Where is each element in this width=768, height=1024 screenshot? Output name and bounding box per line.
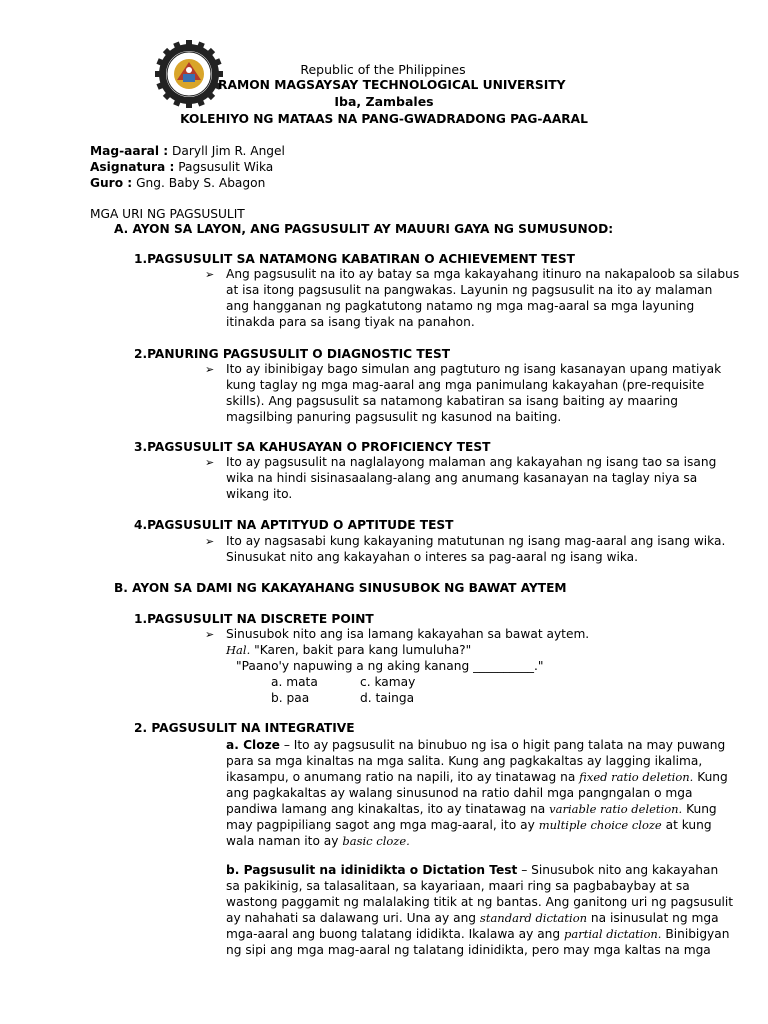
choice-b: b. paa	[271, 691, 310, 705]
section-a-title: A. AYON SA LAYON, ANG PAGSUSULIT AY MAUURI GAYA NG SUMUSUNOD:	[114, 222, 614, 236]
b1-example	[226, 643, 471, 657]
teacher-name: Gng. Baby S. Abagon	[136, 176, 266, 190]
a1-heading: 1.PAGSUSULIT SA NATAMONG KABATIRAN O ACHIEVEMENT TEST	[134, 252, 575, 266]
a3-line: Ito ay pagsusulit na naglalayong malaman ang kakayahan ng isang tao sa isang	[226, 455, 717, 469]
a2-heading: 2.PANURING PAGSUSULIT O DIAGNOSTIC TEST	[134, 347, 451, 361]
teacher-label: Guro :	[90, 176, 133, 190]
university-name: RAMON MAGSAYSAY TECHNOLOGICAL UNIVERSITY	[218, 78, 566, 92]
cloze-line: pandiwa lamang ang kinakaltas, ito ay tinatawag na variable ratio deletion. Kung	[226, 802, 717, 816]
dictation-paragraph	[226, 862, 734, 958]
bullet-arrow-icon: ➢	[205, 268, 215, 281]
a3-heading: 3.PAGSUSULIT SA KAHUSAYAN O PROFICIENCY TEST	[134, 440, 491, 454]
student-name: Daryll Jim R. Angel	[172, 144, 285, 158]
location-line: Iba, Zambales	[334, 94, 434, 109]
a4-paragraph	[226, 533, 726, 565]
dictation-line: mga-aaral ang buong talatang ididikta. Ikalawa ay ang partial dictation. Binibigyan	[226, 927, 730, 941]
b1-heading: 1.PAGSUSULIT NA DISCRETE POINT	[134, 612, 374, 626]
a2-line: kung taglay ng mga mag-aaral ang mga panimulang kakayahan (pre-requisite	[226, 378, 705, 392]
section-b-title: B. AYON SA DAMI NG KAKAYAHANG SINUSUBOK NG BAWAT AYTEM	[114, 581, 567, 595]
fixed-ratio-term: fixed ratio deletion.	[579, 770, 694, 784]
bullet-arrow-icon: ➢	[205, 456, 215, 469]
a3-paragraph	[226, 454, 717, 502]
bullet-arrow-icon: ➢	[205, 363, 215, 376]
a1-line: ang hangganan ng pagkatutong natamo ng mga mag-aaral sa mga layuning	[226, 299, 695, 313]
variable-ratio-term: variable ratio deletion.	[549, 802, 683, 816]
a1-line: at isa itong pagsusulit na pangwakas. Layunin ng pagsusulit na ito ay malaman	[226, 283, 713, 297]
a1-line: Ang pagsusulit na ito ay batay sa mga kakayahang itinuro na nakapaloob sa silabus	[226, 267, 740, 281]
cloze-label: a. Cloze	[226, 738, 280, 752]
student-label: Mag-aaral :	[90, 144, 169, 158]
choice-a: a. mata	[271, 675, 318, 689]
multiple-choice-term: multiple choice cloze	[538, 818, 662, 832]
b2-heading: 2. PAGSUSULIT NA INTEGRATIVE	[134, 721, 355, 735]
dictation-line: wastong paggamit ng malalaking titik at ng bantas. Ang ganitong uri ng pagsusulit	[226, 895, 734, 909]
a3-line: wika na hindi sisinasaalang-alang ang anumang kasanayan na taglay niya sa	[226, 471, 698, 485]
student-row	[90, 144, 285, 158]
dictation-line: ay nahahati sa dalawang uri. Una ay ang standard dictation na isinusulat ng mga	[226, 911, 719, 925]
b1-quote: "Paano'y napuwing a ng aking kanang __________."	[236, 659, 544, 673]
choice-d: d. tainga	[360, 691, 415, 705]
bullet-arrow-icon: ➢	[205, 535, 215, 548]
main-title: MGA URI NG PAGSUSULIT	[90, 207, 245, 221]
a2-paragraph	[226, 361, 722, 425]
a2-line: magsilbing panuring pagsusulit ng kasunod na baiting.	[226, 410, 562, 424]
dictation-line: sa pakikinig, sa talasalitaan, sa kayariaan, maari ring sa pagbabaybay at sa	[226, 879, 690, 893]
a1-paragraph	[226, 266, 740, 330]
cloze-paragraph	[226, 737, 728, 849]
college-line: KOLEHIYO NG MATAAS NA PANG-GWADRADONG PAG-AARAL	[180, 112, 588, 126]
cloze-line: ikasampu, o anumang ratio na napili, ito ay tinatawag na fixed ratio deletion. Kung	[226, 770, 728, 784]
subject-row	[90, 160, 273, 174]
a3-line: wikang ito.	[226, 487, 293, 501]
a4-heading: 4.PAGSUSULIT NA APTITYUD O APTITUDE TEST	[134, 518, 454, 532]
cloze-line: ang pagkakaltas ay walang sinusunod na ratio dahil mga pangngalan o mga	[226, 786, 693, 800]
standard-dictation-term: standard dictation	[479, 911, 588, 925]
cloze-line: wala naman ito ay basic cloze.	[226, 834, 410, 848]
teacher-row	[90, 176, 265, 190]
a4-line: Sinusukat nito ang kakayahan o interes sa pag-aaral ng isang wika.	[226, 550, 639, 564]
basic-cloze-term: basic cloze.	[342, 834, 410, 848]
dictation-line: b. Pagsusulit na idinidikta o Dictation Test – Sinusubok nito ang kakayahan	[226, 863, 719, 877]
choice-c: c. kamay	[360, 675, 416, 689]
a2-line: Ito ay ibinibigay bago simulan ang pagtuturo ng isang kasanayan upang matiyak	[226, 362, 722, 376]
cloze-line: may pagpipiliang sagot ang mga mag-aaral, ito ay multiple choice cloze at kung	[226, 818, 712, 832]
subject-name: Pagsusulit Wika	[178, 160, 274, 174]
dictation-line: ng sipi ang mga mag-aaral ng talatang idinidikta, pero may mga kaltas na mga	[226, 943, 711, 957]
b1-line: Sinusubok nito ang isa lamang kakayahan sa bawat aytem.	[226, 627, 590, 641]
cloze-line: para sa mga kinaltas na mga salita. Kung ang pagkakaltas ay lagging ikalima,	[226, 754, 703, 768]
bullet-arrow-icon: ➢	[205, 628, 215, 641]
dictation-label: b. Pagsusulit na idinidikta o Dictation Test	[226, 863, 518, 877]
hal-label: Hal.	[226, 643, 251, 657]
a4-line: Ito ay nagsasabi kung kakayaning matutunan ng isang mag-aaral ang isang wika.	[226, 534, 726, 548]
cloze-line: a. Cloze – Ito ay pagsusulit na binubuo ng isa o higit pang talata na may puwang	[226, 738, 726, 752]
republic-line: Republic of the Philippines	[300, 62, 466, 77]
partial-dictation-term: partial dictation.	[564, 927, 662, 941]
a2-line: skills). Ang pagsusulit sa natamong kabatiran sa isang baiting ay maaring	[226, 394, 678, 408]
hal-text: "Karen, bakit para kang lumuluha?"	[250, 643, 472, 657]
subject-label: Asignatura :	[90, 160, 175, 174]
a1-line: itinakda para sa isang tiyak na panahon.	[226, 315, 475, 329]
